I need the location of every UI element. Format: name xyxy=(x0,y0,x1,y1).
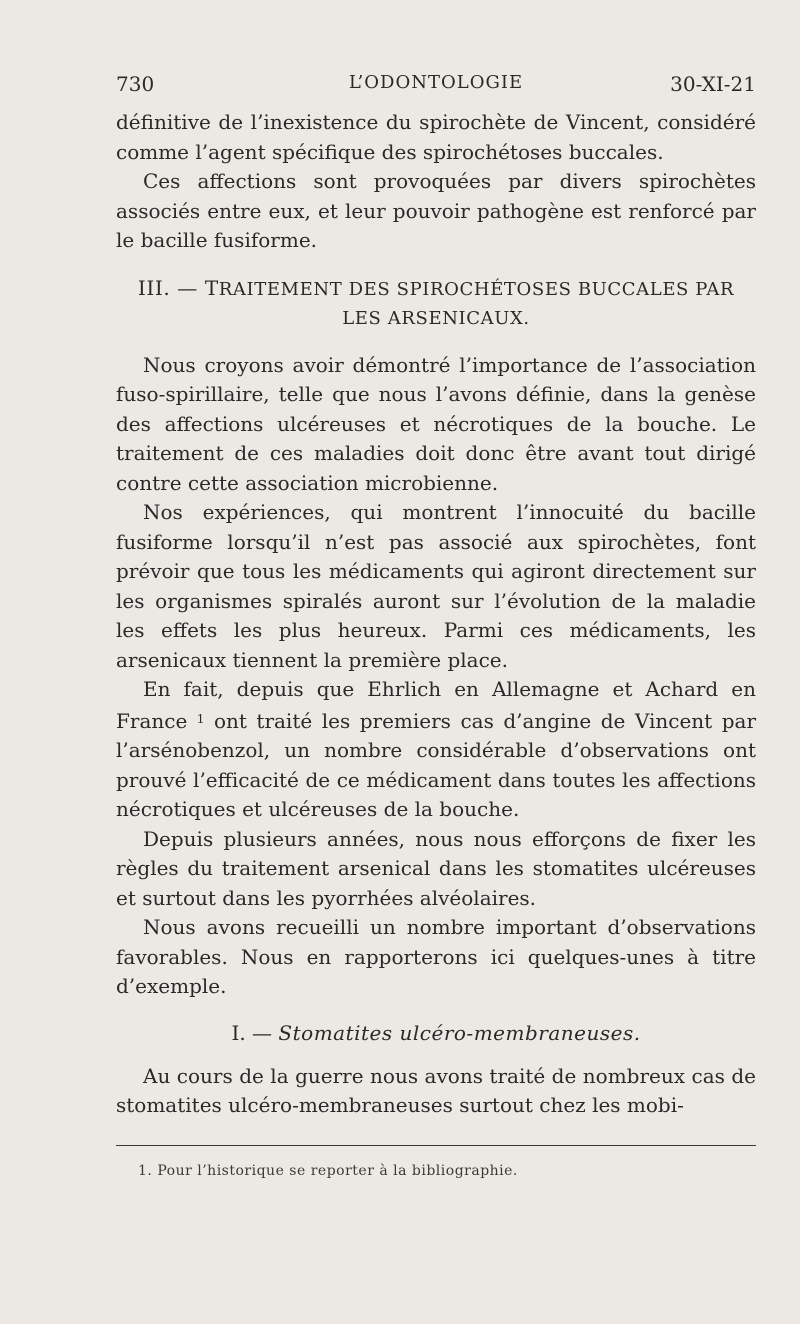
paragraph-4: Nos expériences, qui montrent l’innocuité du bacille fusiforme lorsqu’il n’est pas associé aux spirochètes, font prévoir que tous les médicaments qui agiront directement sur les organismes spiralés auront sur l’évolution de la maladie les effets les plus heureux. Parmi ces médicaments, les arsenicaux tiennent la première place. xyxy=(116,500,756,672)
section-heading-number: III. — T xyxy=(137,275,219,300)
subsection-heading-title: Stomatites ulcéro-membraneuses. xyxy=(278,1020,641,1045)
page-number: 730 xyxy=(116,72,155,96)
paragraph-1: définitive de l’inexistence du spirochète de Vincent, considéré comme l’agent spécifique des spirochétoses buccales. xyxy=(116,110,756,164)
paragraph-8: Au cours de la guerre nous avons traité de nombreux cas de stomatites ulcéro-membraneuses surtout chez les mobi- xyxy=(116,1063,756,1117)
running-head xyxy=(116,72,756,100)
subsection-heading-1 xyxy=(116,1018,756,1048)
journal-title: L’ODONTOLOGIE xyxy=(348,72,524,93)
subsection-heading-number: I. — xyxy=(231,1020,279,1045)
issue-date: 30-XI-21 xyxy=(670,72,756,96)
paragraph-5-start: En fait, depuis que Ehrlich en Allemagne et Achard en France xyxy=(116,677,756,733)
paragraph-5 xyxy=(116,675,756,825)
section-heading-3 xyxy=(116,274,756,333)
paragraph-6: Depuis plusieurs années, nous nous efforçons de fixer les règles du traitement arsenical dans les stomatites ulcéreuses et surtout dans les pyorrhées alvéolaires. xyxy=(116,826,756,910)
section-heading-title: RAITEMENT DES SPIROCHÉTOSES BUCCALES PAR LES ARSENICAUX. xyxy=(218,278,735,329)
paragraph-3: Nous croyons avoir démontré l’importance de l’association fuso-spirillaire, telle que nous l’avons définie, dans la genèse des affections ulcéreuses et nécrotiques de la bouche. Le traitement de ces maladies doit donc être avant tout dirigé contre cette association microbienne. xyxy=(116,352,756,495)
paragraph-5-end: ont traité les premiers cas d’angine de Vincent par l’arsénobenzol, un nombre considérable d’observations ont prouvé l’efficacité de ce médicament dans toutes les affections nécrotiques et ulcéreuses de la bouche. xyxy=(116,708,757,821)
footnote-text: Pour l’historique se reporter à la bibliographie. xyxy=(157,1163,518,1179)
footnote-reference: 1 xyxy=(196,711,205,726)
paragraph-7: Nous avons recueilli un nombre important d’observations favorables. Nous en rapporterons ici quelques-unes à titre d’exemple. xyxy=(116,915,756,998)
footnote-divider xyxy=(116,1145,756,1146)
footnote xyxy=(138,1163,756,1179)
body-text xyxy=(116,108,756,1121)
paragraph-2: Ces affections sont provoquées par divers spirochètes associés entre eux, et leur pouvoir pathogène est renforcé par le bacille fusiforme. xyxy=(116,169,756,252)
footnote-number: 1. xyxy=(138,1163,153,1179)
